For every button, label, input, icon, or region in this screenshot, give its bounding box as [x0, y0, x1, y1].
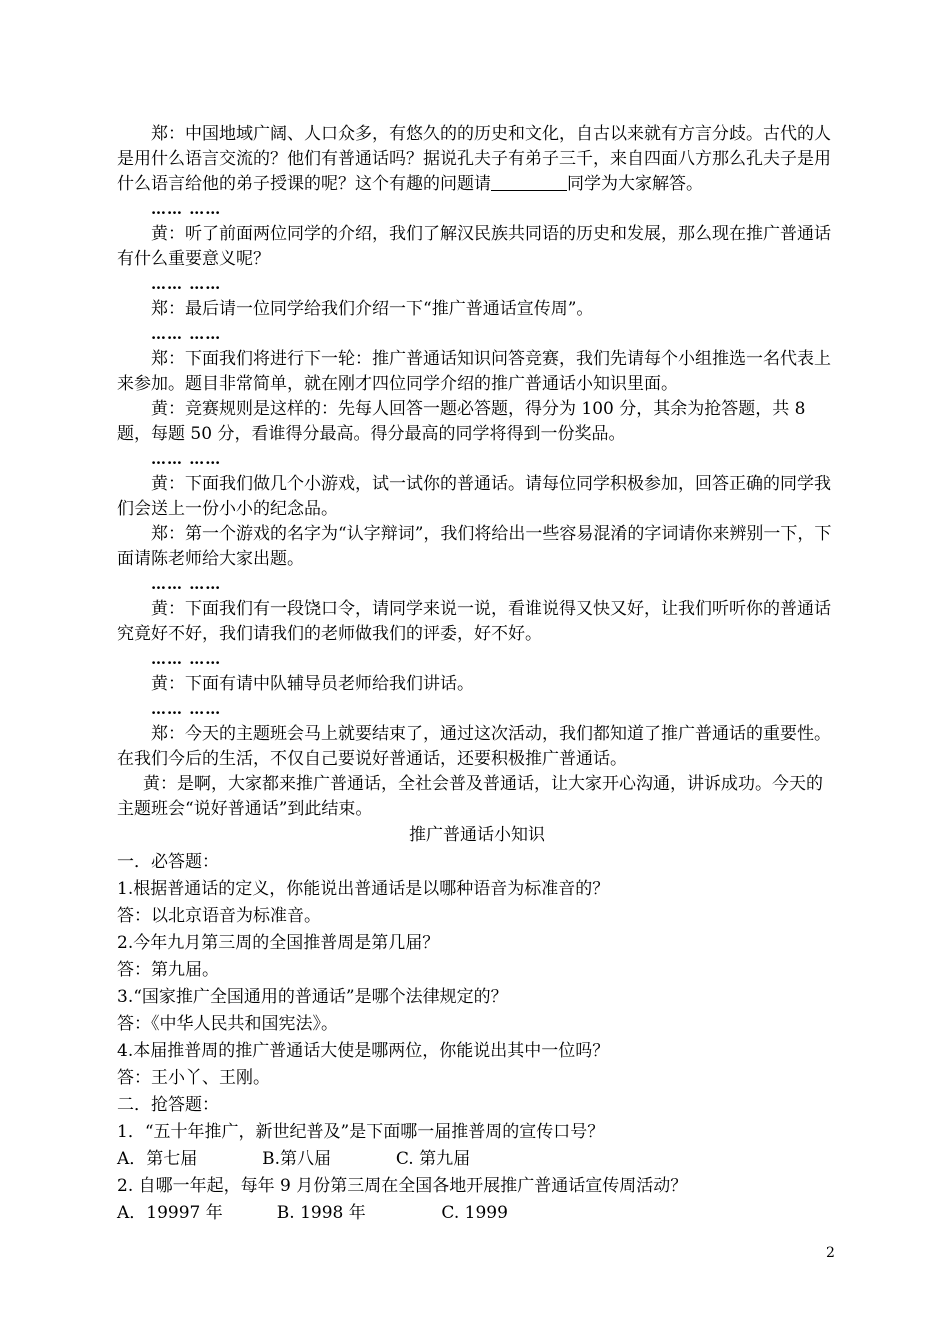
question: 2.今年九月第三周的全国推普周是第几届？ [117, 933, 440, 953]
answer-options: A．第七届 B.第八届 C. 第九届 [117, 1149, 471, 1169]
ellipsis-line: …… …… [151, 650, 222, 668]
answer-options: A．19997 年 B. 1998 年 C. 1999 [117, 1203, 508, 1223]
question: 3.“国家推广全国通用的普通话”是哪个法律规定的？ [117, 987, 508, 1007]
dialogue-paragraph: 黄：下面我们有一段饶口令，请同学来说一说，看谁说得又快又好，让我们听听你的普通话究竟好不好，我们请我们的老师做我们的评委，好不好。 [117, 599, 831, 644]
document-body [117, 122, 837, 1227]
answer: 答：《中华人民共和国宪法》。 [117, 1014, 338, 1034]
ellipsis-line: …… …… [151, 325, 222, 343]
question: 1．“五十年推广，新世纪普及”是下面哪一届推普周的宣传口号？ [117, 1122, 605, 1142]
dialogue-paragraph: 黄：是啊，大家都来推广普通话，全社会普及普通话，让大家开心沟通，讲诉成功。今天的主题班会“说好普通话”到此结束。 [117, 774, 823, 819]
paragraph-text: 同学为大家解答。 [567, 174, 703, 194]
ellipsis-line: …… …… [151, 275, 222, 293]
ellipsis-line: …… …… [151, 700, 222, 718]
dialogue-paragraph: 郑：今天的主题班会马上就要结束了，通过这次活动，我们都知道了推广普通话的重要性。在我们今后的生活，不仅自己要说好普通话，还要积极推广普通话。 [117, 724, 831, 769]
fill-in-blank [491, 172, 567, 191]
question: 2. 自哪一年起，每年 9 月份第三周在全国各地开展推广普通话宣传周活动？ [117, 1176, 688, 1196]
dialogue-paragraph: 黄：下面有请中队辅导员老师给我们讲话。 [151, 674, 474, 694]
dialogue-paragraph [117, 122, 837, 197]
ellipsis-line: …… …… [151, 200, 222, 218]
section-heading: 一．必答题： [117, 852, 219, 872]
answer: 答：第九届。 [117, 960, 219, 980]
dialogue-paragraph: 郑：最后请一位同学给我们介绍一下“推广普通话宣传周”。 [151, 299, 594, 319]
question: 4.本届推普周的推广普通话大使是哪两位，你能说出其中一位吗？ [117, 1041, 610, 1061]
question: 1.根据普通话的定义，你能说出普通话是以哪种语音为标准音的？ [117, 879, 610, 899]
section-title: 推广普通话小知识 [409, 825, 545, 845]
answer: 答：以北京语音为标准音。 [117, 906, 321, 926]
dialogue-paragraph: 黄：下面我们做几个小游戏，试一试你的普通话。请每位同学积极参加，回答正确的同学我们会送上一份小小的纪念品。 [117, 474, 831, 519]
page-number: 2 [826, 1245, 835, 1261]
answer: 答：王小丫、王刚。 [117, 1068, 270, 1088]
dialogue-paragraph: 黄：听了前面两位同学的介绍，我们了解汉民族共同语的历史和发展，那么现在推广普通话有什么重要意义呢？ [117, 224, 831, 269]
ellipsis-line: …… …… [151, 575, 222, 593]
dialogue-paragraph: 黄：竞赛规则是这样的：先每人回答一题必答题，得分为 100 分，其余为抢答题，共 8 题，每题 50 分，看谁得分最高。得分最高的同学将得到一份奖品。 [117, 399, 806, 444]
ellipsis-line: …… …… [151, 450, 222, 468]
dialogue-paragraph: 郑：第一个游戏的名字为“认字辩词”，我们将给出一些容易混淆的字词请你来辨别一下，下面请陈老师给大家出题。 [117, 524, 832, 569]
dialogue-paragraph: 郑：下面我们将进行下一轮：推广普通话知识问答竞赛，我们先请每个小组推选一名代表上来参加。题目非常简单，就在刚才四位同学介绍的推广普通话小知识里面。 [117, 349, 831, 394]
paragraph-text: 郑：中国地域广阔、人口众多，有悠久的的历史和文化，自古以来就有方言分歧。古代的人是用什么语言交流的？他们有普通话吗？据说孔夫子有弟子三千，来自四面八方那么孔夫子是用什么语言给他的弟子授课的呢？这个有趣的问题请 [117, 124, 831, 194]
section-heading: 二．抢答题： [117, 1095, 219, 1115]
